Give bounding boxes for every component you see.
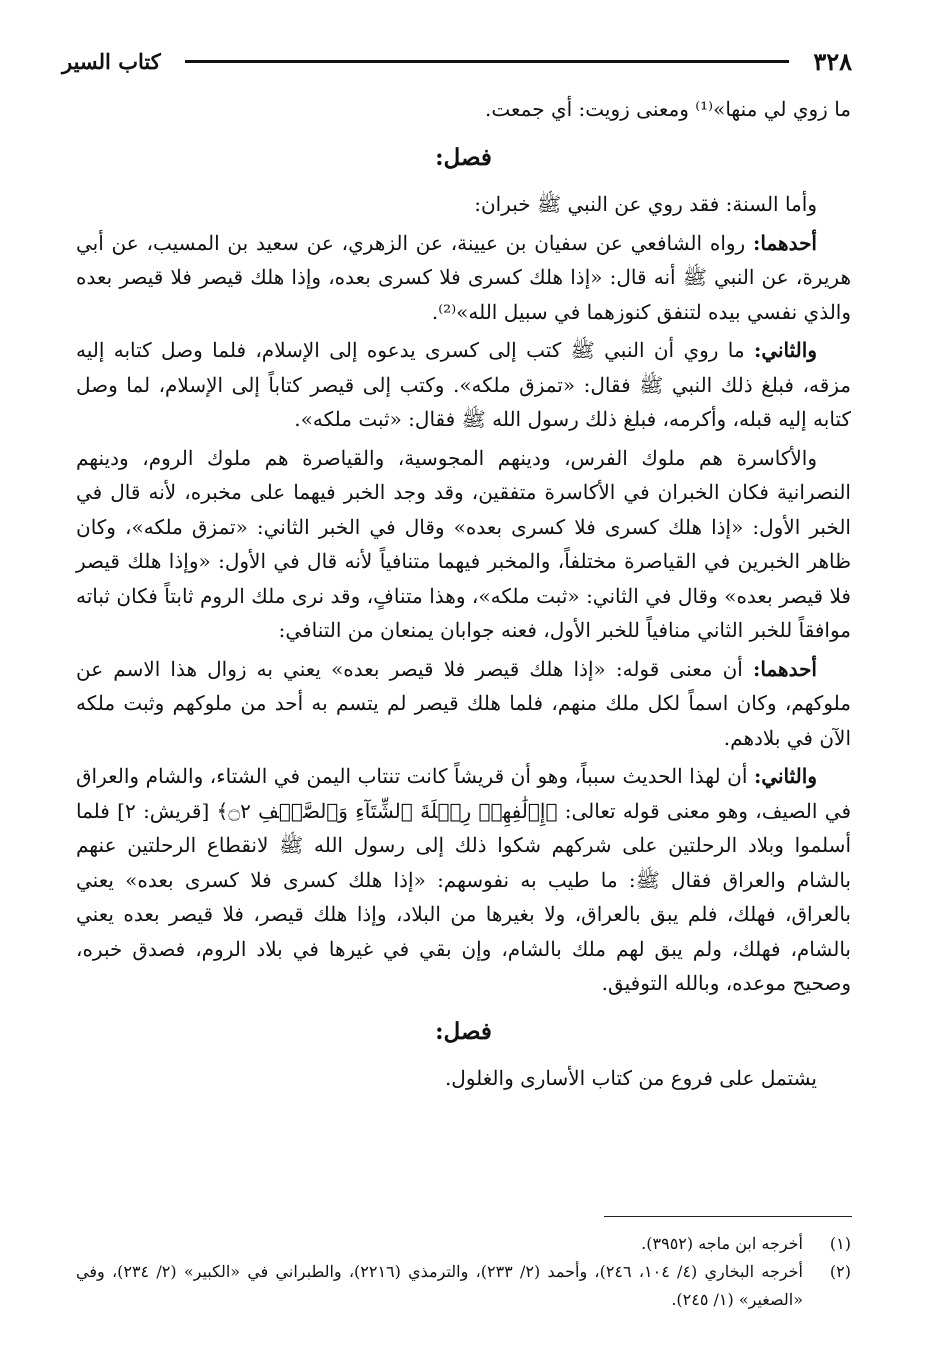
section-heading-2: فصل: [435, 1017, 492, 1045]
running-title: كتاب السير [62, 48, 161, 74]
paragraph-7 [76, 759, 851, 1001]
footnote-separator [604, 1216, 852, 1217]
footnote-text: أخرجه البخاري (٤/ ١٠٤، ٢٤٦)، وأحمد (٢/ ٢٣٣)، والترمذي (٢٢١٦)، والطبراني في «الكبير» (٢/ ٢٣٤)، وفي «الصغير» (١/ ٢٤٥). [76, 1262, 803, 1309]
footnotes [76, 1230, 851, 1314]
paragraph-6 [76, 652, 851, 756]
paragraph-6-lead: أحدهما: [752, 656, 817, 681]
paragraph-1: ما زوي لي منها»⁽¹⁾ ومعنى زويت: أي جمعت. [485, 97, 851, 121]
paragraph-3 [76, 226, 851, 330]
footnote-number: (٢) [829, 1262, 851, 1281]
page-number: ٣٢٨ [813, 46, 852, 76]
paragraph-7-text: أن لهذا الحديث سبباً، وهو أن قريشاً كانت تنتاب اليمن في الشتاء، والشام والعراق في الصيف، وهو معنى قوله تعالى: ﴿إِۦلَٰفِهِمۡ رِحۡلَةَ ٱلشِّتَآءِ وَٱلصَّيۡفِ ۝٢﴾ [قريش: ٢] فلما أسلموا وبلاد الرحلتين على شركهم شكوا ذلك إلى رسول الله ﷺ لانقطاع الرحلتين عنهم بالشام والعراق فقال ﷺ: ما طيب به نفوسهم: «إذا هلك كسرى فلا كسرى بعده» يعني بالعراق، فهلك، فلم يبق بالعراق، ولا بغيرها من البلاد، وإذا هلك قيصر، فلا قيصر بعده يعني بالشام، فهلك، ولم يبق لهم ملك بالشام، وإن بقي في غيرها في بلاد الروم، فصدق خبره، وصحيح موعده، وبالله التوفيق. [76, 764, 852, 995]
header-rule [185, 60, 790, 63]
paragraph-5: والأكاسرة هم ملوك الفرس، ودينهم المجوسية، والقياصرة هم ملوك الروم، ودينهم النصرانية فكان الخبران في الأكاسرة متفقين، وقد وجد الخبر فيهما على مخبره، لأنه قال في الخبر الأول: «إذا هلك كسرى فلا كسرى بعده» وقال في الخبر الثاني: «تمزق ملكه»، وكان ظاهر الخبرين في القياصرة مختلفاً، والمخبر فيهما متنافياً لأنه قال في الأول: «وإذا هلك قيصر فلا قيصر بعده» وقال في الثاني: «ثبت ملكه»، وهذا متنافٍ، وقد نرى ملك الروم ثابتاً فكان ثباته موافقاً للخبر الثاني منافياً للخبر الأول، فعنه جوابان يمنعان من التنافي: [76, 445, 851, 642]
paragraph-4-lead: والثاني: [753, 338, 817, 362]
paragraph-3-lead: أحدهما: [752, 230, 817, 255]
paragraph-2: وأما السنة: فقد روي عن النبي ﷺ خبران: [474, 192, 817, 216]
footnote-2 [76, 1258, 851, 1314]
footnote-text: أخرجه ابن ماجه (٣٩٥٢). [641, 1234, 803, 1253]
footnote-number: (١) [829, 1234, 851, 1253]
running-header [62, 42, 852, 80]
paragraph-8: يشتمل على فروع من كتاب الأسارى والغلول. [444, 1066, 817, 1090]
paragraph-6-text: أن معنى قوله: «إذا هلك قيصر فلا قيصر بعده» يعني به زوال هذا الاسم عن ملوكهم، وكان اسماً لكل ملك منهم، فلما هلك قيصر لم يتسم به أحد من ملوكهم وثبت ملكه الآن في بلادهم. [76, 656, 851, 750]
paragraph-4-text: ما روي أن النبي ﷺ كتب إلى كسرى يدعوه إلى الإسلام، فلما وصل كتابه إليه مزقه، فبلغ ذلك النبي ﷺ فقال: «تمزق ملكه». وكتب إلى قيصر كتاباً إلى الإسلام، لما وصل كتابه إليه قبله، وأكرمه، فبلغ ذلك رسول الله ﷺ فقال: «ثبت ملكه». [76, 338, 851, 431]
main-text [76, 92, 851, 1100]
paragraph-4 [76, 333, 851, 437]
section-heading-1: فصل: [435, 143, 492, 171]
footnote-1 [76, 1230, 851, 1258]
paragraph-7-lead: والثاني: [753, 764, 817, 788]
paragraph-3-text: رواه الشافعي عن سفيان بن عيينة، عن الزهري، عن سعيد بن المسيب، عن أبي هريرة، عن النبي ﷺ أنه قال: «إذا هلك كسرى فلا كسرى بعده، وإذا هلك قيصر فلا قيصر بعده والذي نفسي بيده لتنفق كنوزهما في سبيل الله»⁽²⁾. [76, 230, 851, 324]
